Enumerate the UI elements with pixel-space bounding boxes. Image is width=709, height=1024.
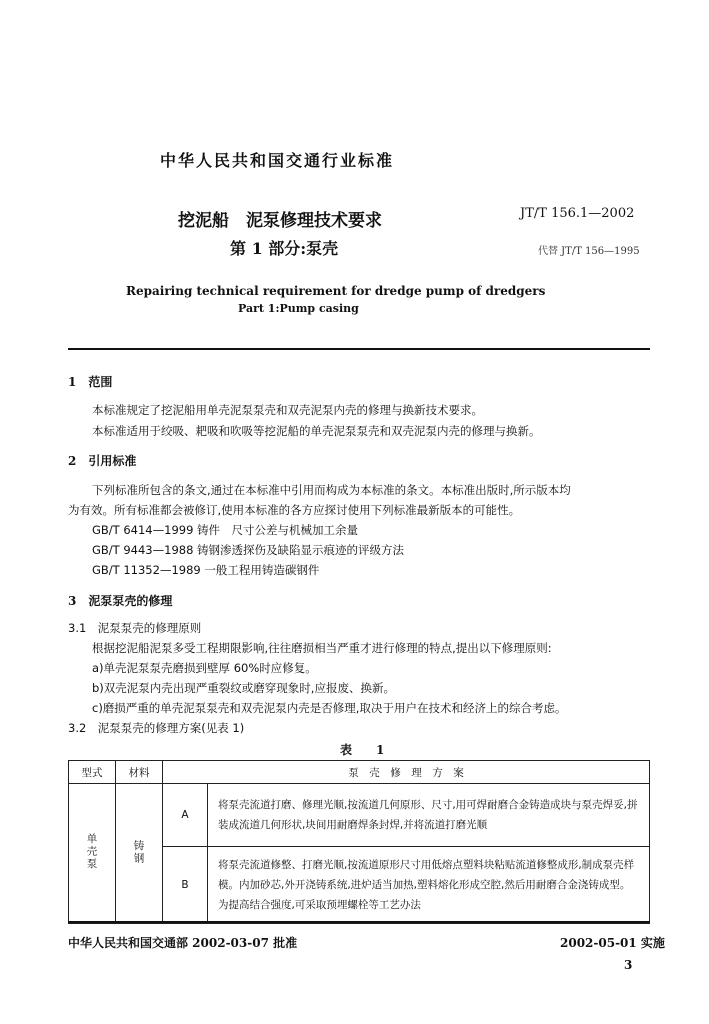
section-1-para-1: 本标准规定了挖泥船用单壳泥泵泵壳和双壳泥泵内壳的修理与换新技术要求。: [92, 403, 483, 417]
bottom-rule: [68, 921, 650, 923]
material-cell: [116, 784, 163, 924]
title-english: Repairing technical requirement for dredge pump of dredgers: [126, 284, 546, 298]
section-2-para-1-cont: 为有效。所有标准都会被修订,使用本标准的各方应探讨使用下列标准最新版本的可能性。: [68, 503, 521, 517]
effective-date: 2002-05-01 实施: [560, 936, 665, 950]
section-3-1-para: 根据挖泥船泥泵多受工程期限影响,往往磨损相当严重才进行修理的特点,提出以下修理原则:: [92, 641, 552, 655]
section-1-heading: 1 范围: [68, 375, 113, 389]
document-subtitle: 第 1 部分:泵壳: [230, 239, 339, 258]
option-b: B: [163, 847, 208, 924]
option-b-desc: 将泵壳流道修整、打磨光顺,按流道原形尺寸用低熔点塑料块粘贴流道修整成形,制成泵壳样模。内加砂芯,外开浇铸系统,进炉适当加热,塑料熔化形成空腔,然后用耐磨合金浇铸成型。为提高结合强度,可采取预埋螺栓等工艺办法: [208, 847, 650, 924]
approval-date: 中华人民共和国交通部 2002-03-07 批准: [68, 936, 298, 950]
material-value: 铸钢: [132, 839, 145, 865]
principle-b: b)双壳泥泵内壳出现严重裂纹或磨穿现象时,应报废、换新。: [92, 681, 395, 695]
type-cell: [69, 784, 116, 924]
standard-code: JT/T 156.1—2002: [520, 206, 635, 221]
table-row: [69, 784, 650, 847]
replaces-note: 代替 JT/T 156—1995: [538, 246, 640, 257]
section-3-heading: 3 泥泵泵壳的修理: [68, 594, 173, 608]
top-rule: [68, 348, 650, 350]
type-value: 单壳泵: [85, 833, 98, 871]
section-2-heading: 2 引用标准: [68, 454, 137, 468]
table-caption: 表 1: [340, 743, 391, 757]
table-header-row: [69, 761, 650, 784]
subtitle-english: Part 1:Pump casing: [238, 302, 359, 315]
col-material-header: 材料: [116, 761, 163, 784]
reference-3: GB/T 11352—1989 一般工程用铸造碳钢件: [92, 563, 320, 577]
document-title: 挖泥船 泥泵修理技术要求: [178, 211, 382, 231]
col-scheme-header: 泵 壳 修 理 方 案: [163, 761, 650, 784]
option-a: A: [163, 784, 208, 847]
standard-org: 中华人民共和国交通行业标准: [160, 151, 395, 170]
reference-2: GB/T 9443—1988 铸钢渗透探伤及缺陷显示痕迹的评级方法: [92, 543, 405, 557]
section-3-1-heading: 3.1 泥泵泵壳的修理原则: [68, 621, 202, 635]
option-a-desc: 将泵壳流道打磨、修理光顺,按流道几何原形、尺寸,用可焊耐磨合金铸造成块与泵壳焊妥,拼装成流道几何形状,块间用耐磨焊条封焊,并将流道打磨光顺: [208, 784, 650, 847]
repair-scheme-table: [68, 760, 650, 924]
reference-1: GB/T 6414—1999 铸件 尺寸公差与机械加工余量: [92, 523, 359, 537]
col-type-header: 型式: [69, 761, 116, 784]
principle-c: c)磨损严重的单壳泥泵泵壳和双壳泥泵内壳是否修理,取决于用户在技术和经济上的综合考虑。: [92, 701, 567, 715]
principle-a: a)单壳泥泵泵壳磨损到壁厚 60%时应修复。: [92, 661, 317, 675]
section-2-para-1: 下列标准所包含的条文,通过在本标准中引用而构成为本标准的条文。本标准出版时,所示版本均: [92, 483, 571, 497]
page-number: 3: [624, 958, 633, 972]
section-3-2-heading: 3.2 泥泵泵壳的修理方案(见表 1): [68, 721, 245, 735]
section-1-para-2: 本标准适用于绞吸、耙吸和吹吸等挖泥船的单壳泥泵泵壳和双壳泥泵内壳的修理与换新。: [92, 424, 541, 438]
